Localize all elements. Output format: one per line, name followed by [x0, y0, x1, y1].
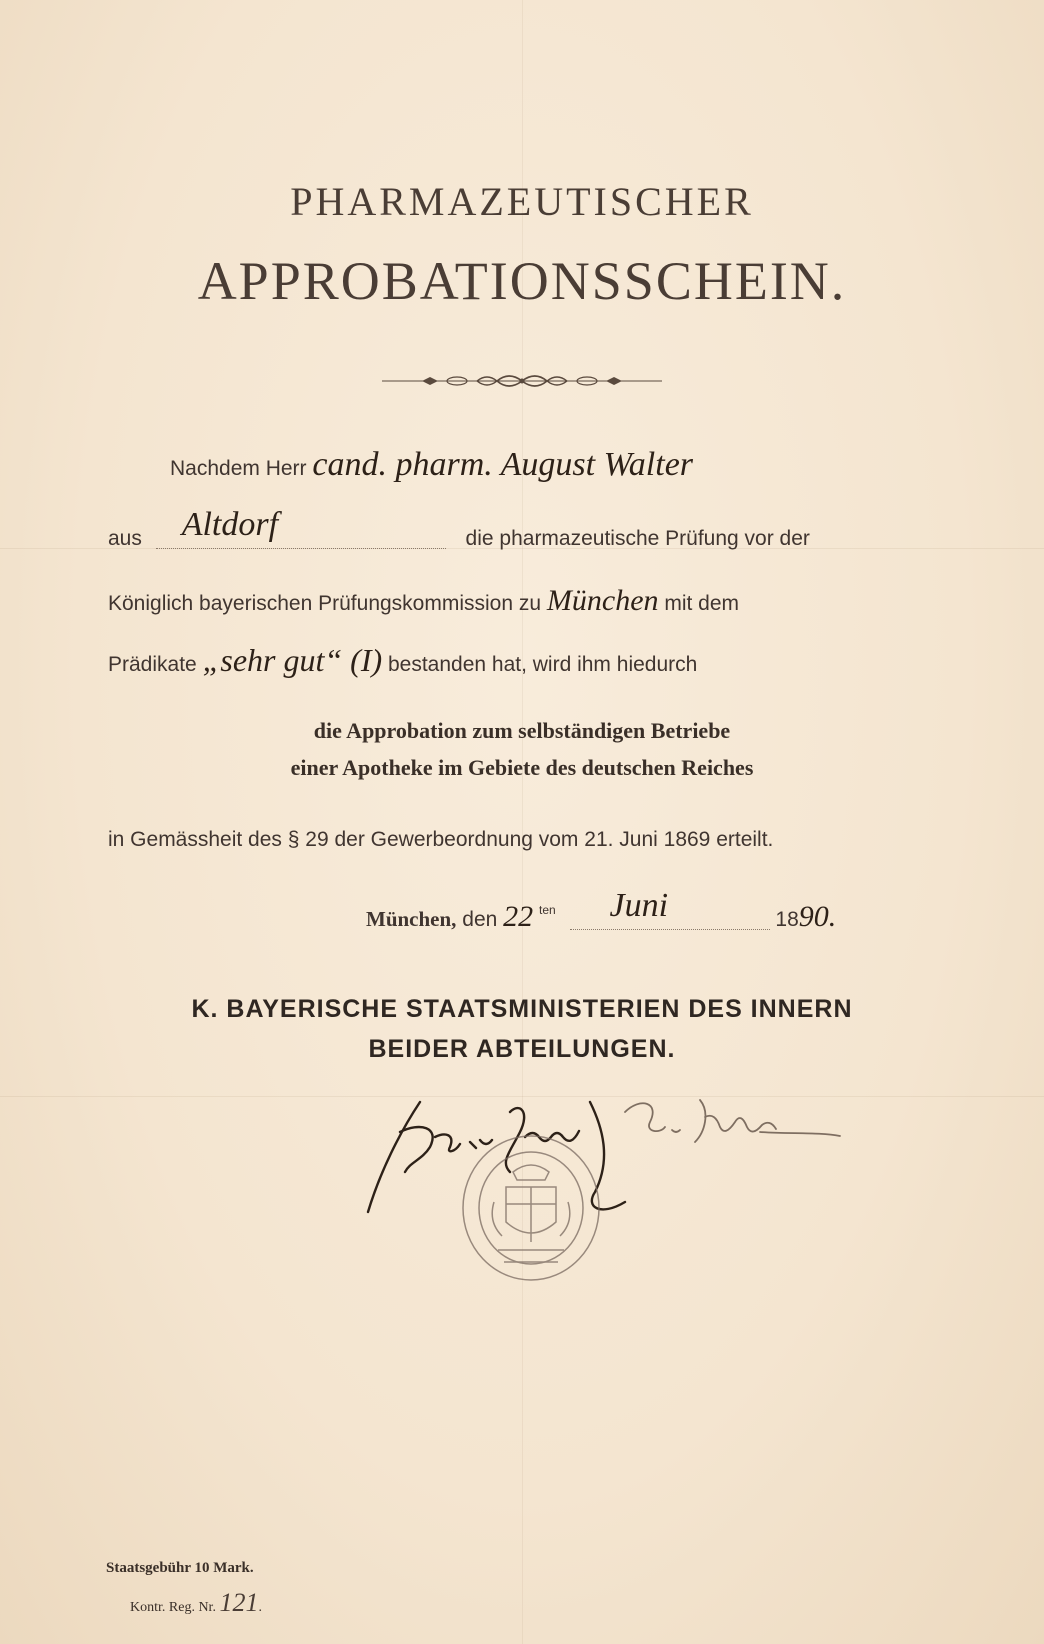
official-seal-stamp [458, 1132, 604, 1284]
city-handwritten: München [546, 584, 659, 617]
title-line-1: PHARMAZEUTISCHER [290, 179, 754, 224]
origin-field [156, 506, 446, 549]
register-number-handwritten: 121 [219, 1588, 259, 1617]
line3-prefix: Königlich bayerischen Prüfungskommission zu [108, 592, 542, 615]
date-month-handwritten: Juni [609, 887, 669, 924]
line4-prefix: Prädikate [108, 653, 197, 676]
signatures-handwritten [360, 1092, 880, 1222]
law-line: in Gemässheit des § 29 der Gewerbeordnung vom 21. Juni 1869 erteilt. [108, 828, 774, 851]
approbation-line-1: die Approbation zum selbständigen Betriebe [313, 718, 731, 743]
fold-line [522, 0, 523, 1644]
register-label: Kontr. Reg. Nr. [130, 1600, 216, 1615]
approbation-line-2: einer Apotheke im Gebiete des deutschen Reiches [290, 755, 754, 780]
ornament-divider [382, 371, 662, 391]
line3-suffix: mit dem [664, 592, 740, 615]
candidate-name-handwritten: cand. pharm. August Walter [312, 446, 694, 483]
body-line-1 [170, 446, 990, 484]
body-line-2 [108, 506, 928, 551]
ministry-line-1: K. BAYERISCHE STAATSMINISTERIEN DES INNERN [191, 995, 853, 1023]
date-place: München, [366, 907, 457, 931]
body-line-4 [108, 642, 928, 679]
date-year-handwritten: 90. [798, 900, 837, 933]
origin-handwritten: Altdorf [181, 506, 279, 543]
grade-handwritten: „sehr gut“ (I) [202, 642, 383, 678]
date-line [366, 887, 926, 934]
ministry-line-2: BEIDER ABTEILUNGEN. [368, 1035, 676, 1063]
line2-suffix: die pharmazeutische Prüfung vor der [465, 527, 810, 550]
state-fee: Staatsgebühr 10 Mark. [106, 1560, 254, 1576]
date-year-prefix: 18 [775, 908, 799, 931]
register-suffix: . [258, 1600, 262, 1615]
date-day-handwritten: 22 [503, 900, 534, 933]
date-day-suffix: ten [539, 903, 556, 917]
title-line-2: APPROBATIONSSCHEIN. [197, 251, 847, 311]
date-month-field [570, 887, 770, 930]
line1-prefix: Nachdem Herr [170, 457, 307, 480]
date-den: den [462, 908, 498, 931]
line4-suffix: bestanden hat, wird ihm hiedurch [387, 653, 698, 676]
control-register [130, 1588, 262, 1618]
body-line-3 [108, 584, 928, 618]
line2-prefix: aus [108, 527, 142, 550]
